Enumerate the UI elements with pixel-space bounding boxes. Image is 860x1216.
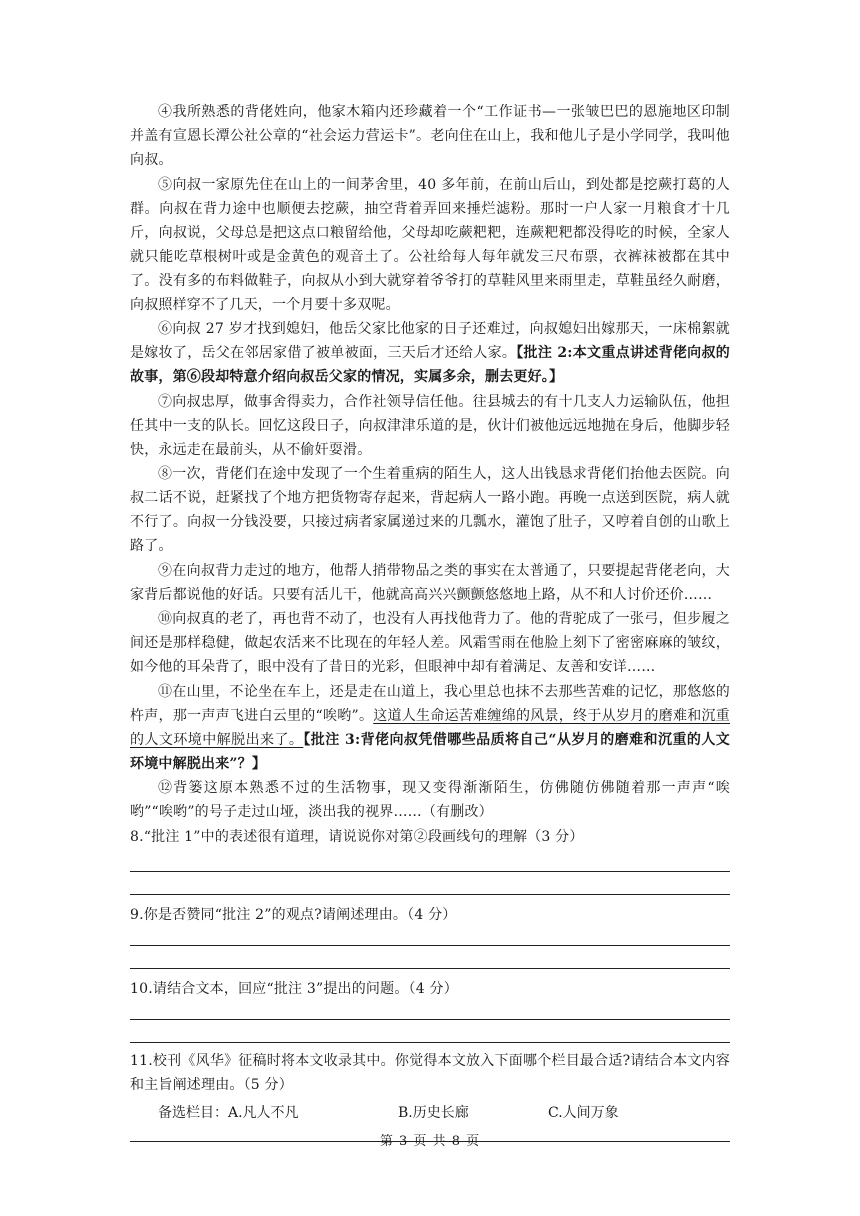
underlined-sentence: 这道人生命运苦难缠绵的风景，终于从岁月的磨难和沉重的人文环境中解脱出来了。 <box>130 707 730 748</box>
paragraph-5: ⑤向叔一家原先住在山上的一间茅舍里，40 多年前，在前山后山，到处都是挖蕨打葛的人群。向叔在背力途中也顺便去挖蕨，抽空背着弄回来捶烂滤粉。那时一户人家一月粮食才十几斤，向叔说，父母总是把这点口粮留给他，父母却吃蕨粑粑，连蕨粑粑都没得吃的时候，全家人就只能吃草根树叶或是金黄色的观音土了。公社给每人每年就发三尺布票，衣裤袜被都在其中了。没有多的布料做鞋子，向叔从小到大就穿着爷爷打的草鞋风里来雨里走，草鞋虽经久耐磨，向叔照样穿不了几天，一个月要十多双呢。 <box>130 176 730 313</box>
option-c: C.人间万象 <box>548 1104 619 1121</box>
question-9: 9.你是否赞同“批注 2”的观点?请阐述理由。（4 分） <box>130 906 457 923</box>
option-a: 备选栏目：A.凡人不凡 <box>158 1104 299 1121</box>
paragraph-9: ⑨在向叔背力走过的地方，他帮人捎带物品之类的事实在太普通了，只要提起背佬老向，大家背后都说他的好话。只要有活儿干，他就高高兴兴颤颤悠悠地上路，从不和人讨价还价…… <box>130 562 730 603</box>
question-10: 10.请结合文本，回应“批注 3”提出的问题。（4 分） <box>130 980 458 997</box>
question-11: 11.校刊《风华》征稿时将本文收录其中。你觉得本文放入下面哪个栏目最合适?请结合本文内容和主旨阐述理由。（5 分） <box>130 1052 730 1093</box>
paragraph-10: ⑩向叔真的老了，再也背不动了，也没有人再找他背力了。他的背驼成了一张弓，但步履之间还是那样稳健，做起农活来不比现在的年轻人差。风霜雪雨在他脸上刻下了密密麻麻的皱纹，如今他的耳朵背了，眼中没有了昔日的光彩，但眼神中却有着满足、友善和安详…… <box>130 611 730 675</box>
column-options <box>130 1101 730 1125</box>
annotation-2: 【批注 2:本文重点讲述背佬向叔的故事，第⑥段却特意介绍向叔岳父家的情况，实属多余，删去更好。】 <box>130 345 730 385</box>
exam-page-content <box>130 100 730 1142</box>
options-label: 备选栏目： <box>158 1104 228 1121</box>
option-b: B.历史长廊 <box>398 1104 469 1121</box>
page-footer: 第 3 页 共 8 页 <box>379 1134 481 1149</box>
paragraph-8: ⑧一次，背佬们在途中发现了一个生着重病的陌生人，这人出钱恳求背佬们抬他去医院。向叔二话不说，赶紧找了个地方把货物寄存起来，背起病人一路小跑。再晚一点送到医院，病人就不行了。向叔一分钱没要，只接过病者家属递过来的几瓢水，灌饱了肚子，又哼着自创的山歌上路了。 <box>130 466 730 554</box>
paragraph-7: ⑦向叔忠厚，做事舍得卖力，合作社领导信任他。往县城去的有十几支人力运输队伍，他担任其中一支的队长。回忆这段日子，向叔津津乐道的是，伙计们被他远远地抛在身后，他脚步轻快，永远走在最前头，从不偷奸耍滑。 <box>130 393 730 458</box>
paragraph-4: ④我所熟悉的背佬姓向，他家木箱内还珍藏着一个“工作证书—一张皱巴巴的恩施地区印制并盖有宣恩长潭公社公章的“社会运力营运卡”。老向住在山上，我和他儿子是小学同学，我叫他向叔。 <box>130 104 730 168</box>
annotation-3: 【批注 3:背佬向叔凭借哪些品质将自己“从岁月的磨难和沉重的人文环境中解脱出来”？】 <box>130 731 730 772</box>
question-8: 8.“批注 1”中的表述很有道理，请说说你对第②段画线句的理解（3 分） <box>130 828 584 845</box>
paragraph-6-text: ⑥向叔 27 岁才找到媳妇，他岳父家比他家的日子还难过，向叔媳妇出嫁那天，一床棉絮就是嫁妆了，岳父在邻居家借了被单被面，三天后才还给人家。 <box>130 321 730 361</box>
paragraph-11 <box>130 680 730 776</box>
paragraph-12: ⑫背篓这原本熟悉不过的生活物事，现又变得渐渐陌生，仿佛随仿佛随着那一声声“唉哟”“唉哟”的号子走过山垭，淡出我的视界……（有删改） <box>130 780 730 820</box>
paragraph-6 <box>130 317 730 389</box>
paragraph-11-text: ⑪在山里，不论坐在车上，还是走在山道上，我心里总也抹不去那些苦难的记忆，那悠悠的杵声，那一声声飞进白云里的“唉哟”。 <box>130 683 730 724</box>
